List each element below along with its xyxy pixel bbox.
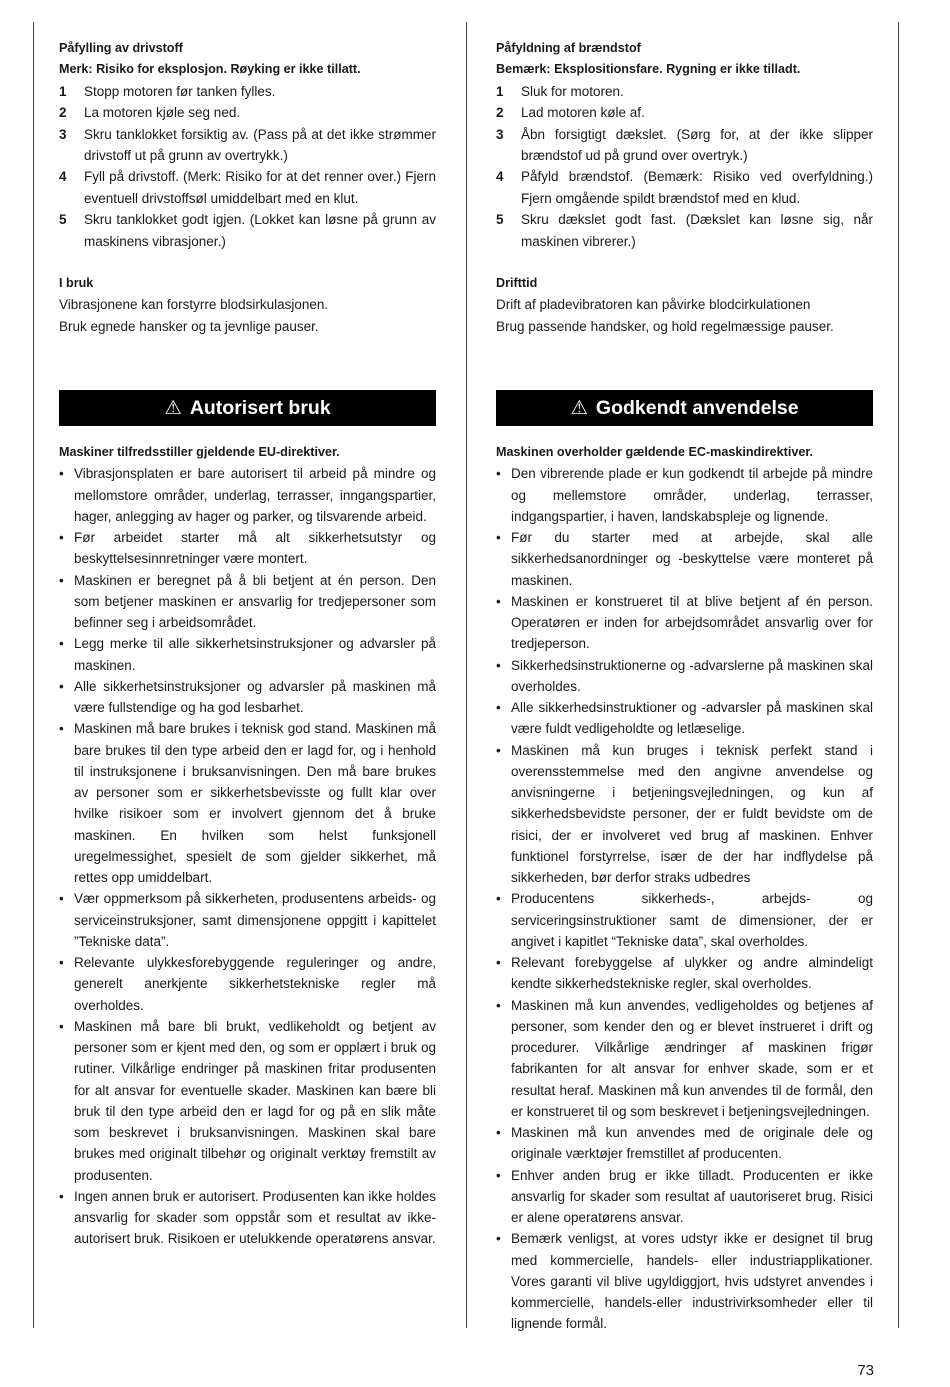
section-intro: Maskinen overholder gældende EC-maskindirektiver. [496,445,814,459]
step-number: 1 [59,83,67,99]
use-heading: Drifttid [496,276,538,291]
left-refuel-section [59,38,436,337]
section-intro: Maskiner tilfredsstiller gjeldende EU-direktiver. [59,445,340,459]
step-item [496,81,873,102]
banner-title: Godkendt anvendelse [595,396,799,419]
step-item [59,124,436,167]
list-item: • Vibrasjonsplaten er bare autorisert til arbeid på mindre og mellomstore områder, underlag, terrasser, inngangspartier, hager, anlegging av hager og parker, og tilsvarende arbeid. [59,463,436,527]
list-item: • Før du starter med at arbejde, skal alle sikkerhedsanordninger og -beskyttelse være monteret på maskinen. [496,527,873,591]
authorized-use-banner [59,390,436,426]
list-item: • Ingen annen bruk er autorisert. Produsenten kan ikke holdes ansvarlig for skader som oppstår som et resultat av ikke-autorisert bruk. Risikoen er utelukkende operatørens ansvar. [59,1186,436,1250]
refuel-steps [59,81,436,252]
list-item: • Sikkerhedsinstruktionerne og -advarslerne på maskinen skal overholdes. [496,655,873,698]
refuel-warning: Merk: Risiko for eksplosjon. Røyking er ikke tillatt. [59,62,361,77]
step-number: 2 [496,105,504,121]
list-item: • Vær oppmerksom på sikkerheten, produsentens arbeids- og serviceinstruksjoner, samt dimensjonene oppgitt i kapittelet ”Tekniske data”. [59,888,436,952]
step-item [59,209,436,252]
list-item: • Før arbeidet starter må alt sikkerhetsutstyr og beskyttelsesinnretninger være montert. [59,527,436,570]
list-item: • Legg merke til alle sikkerhetsinstruksjoner og advarsler på maskinen. [59,633,436,676]
step-text: Påfyld brændstof. (Bemærk: Risiko ved overfyldning.) Fjern omgående spildt brændstof med en klud. [521,169,873,206]
refuel-steps [496,81,873,252]
list-item: • Maskinen er konstrueret til at blive betjent af én person. Operatøren er inden for arbejdsområdet ansvarlig over for tredjeperson. [496,591,873,655]
use-heading: I bruk [59,276,94,291]
step-number: 5 [496,212,504,228]
step-item [59,81,436,102]
step-item [496,166,873,209]
step-text: Skru tanklokket godt igjen. (Lokket kan løsne på grunn av maskinens vibrasjoner.) [84,212,436,249]
list-item: • Relevant forebyggelse af ulykker og andre almindeligt kendte sikkerhedstekniske regler, skal overholdes. [496,952,873,995]
step-number: 3 [496,126,504,142]
list-item: • Relevante ulykkesforebyggende reguleringer og andre, generelt anerkjente sikkerhetstekniske regler må overholdes. [59,952,436,1016]
step-text: Lad motoren køle af. [521,105,645,121]
step-text: Stopp motoren før tanken fylles. [84,83,276,99]
list-item: • Bemærk venligst, at vores udstyr ikke er designet til brug med kommercielle, handels- eller industriapplikationer. Vores garanti vil blive ugyldiggjort, hvis udstyret anvendes i kommercielle, handels-eller industrivirksomheder eller til lignende formål. [496,1228,873,1334]
list-item: • Producentens sikkerheds-, arbejds- og serviceringsinstruktioner samt de dimensioner, der er angivet i kapitlet “Tekniske data”, skal overholdes. [496,888,873,952]
approved-use-banner [496,390,873,426]
right-approved-use-section [496,442,873,1335]
banner-title: Autorisert bruk [189,396,331,419]
right-margin-rule [898,22,899,1328]
page-number: 73 [857,1362,874,1379]
list-item: • Maskinen må kun anvendes med de originale dele og originale værktøjer fremstillet af producenten. [496,1122,873,1165]
center-divider-rule [466,22,467,1328]
use-line: Brug passende handsker, og hold regelmæssige pauser. [496,318,834,334]
list-item: • Alle sikkerhedsinstruktioner og -advarsler på maskinen skal være fuldt vedligeholdte og letlæselige. [496,697,873,740]
use-line: Bruk egnede hansker og ta jevnlige pauser. [59,318,319,334]
list-item: • Maskinen må bare brukes i teknisk god stand. Maskinen må bare brukes til den type arbeid den er lagd for, og i henhold til instruksjonene i bruksanvisningen. Den må bare brukes av personer som er sikkerhetsbevisste og fullt klar over hvilke risikoer som er involvert gjennom det å bruke maskinen. En hvilken som helst funksjonell uregelmessighet, spesielt de som gjelder sikkerhet, må rettes opp umiddelbart. [59,718,436,888]
list-item: • Alle sikkerhetsinstruksjoner og advarsler på maskinen må være fullstendige og ha god lesbarhet. [59,676,436,719]
step-number: 5 [59,212,67,228]
list-item: • Maskinen må kun anvendes, vedligeholdes og betjenes af personer, som kender den og er blevet instrueret i drift og procedurer. Vilkårlige ændringer af maskinen frigør fabrikanten for alt ansvar for enhver skade, som er et resultat heraf. Maskinen må kun anvendes til de formål, den er konstrueret til og som beskrevet i betjeningsvejledningen. [496,995,873,1123]
step-number: 1 [496,83,504,99]
step-number: 3 [59,126,67,142]
step-item [59,166,436,209]
use-line: Vibrasjonene kan forstyrre blodsirkulasjonen. [59,297,329,313]
step-text: Fyll på drivstoff. (Merk: Risiko for at det renner over.) Fjern eventuell drivstoffsøl umiddelbart med en klut. [84,169,436,206]
refuel-heading: Påfyldning af brændstof [496,41,641,55]
step-text: Åbn forsigtigt dækslet. (Sørg for, at der ikke slipper brændstof ud på grund over overtryk.) [521,126,873,164]
refuel-warning: Bemærk: Eksplositionsfare. Rygning er ikke tilladt. [496,62,801,77]
step-item [59,102,436,123]
refuel-heading: Påfylling av drivstoff [59,41,183,55]
step-item [496,124,873,167]
right-refuel-section [496,38,873,337]
use-line: Drift af pladevibratoren kan påvirke blodcirkulationen [496,297,811,313]
step-text: La motoren kjøle seg ned. [84,105,241,121]
bullet-list [496,463,873,1334]
step-number: 2 [59,105,67,121]
left-authorized-use-section [59,442,436,1250]
step-number: 4 [496,169,504,185]
left-margin-rule [33,22,34,1328]
warning-icon: ⚠ [164,397,182,419]
step-text: Skru dækslet godt fast. (Dækslet kan løsne sig, når maskinen vibrerer.) [521,212,873,249]
list-item: • Enhver anden brug er ikke tilladt. Producenten er ikke ansvarlig for skader som resultat af uautoriseret brug. Risici er alene operatørens ansvar. [496,1165,873,1229]
list-item: • Maskinen må bare bli brukt, vedlikeholdt og betjent av personer som er kjent med den, og som er opplært i bruk og rutiner. Vilkårlige endringer på maskinen fritar produsenten for alt ansvar for eventuelle skader. Maskinen kan bære bli bruk til den type arbeid den er lagd for og på en slik måte som beskrevet i bruksanvisningen. Maskinen skal bare brukes med originalt tilbehør og originalt verktøy fremstilt av produsenten. [59,1016,436,1186]
step-text: Sluk for motoren. [521,83,624,99]
step-number: 4 [59,169,67,185]
step-text: Skru tanklokket forsiktig av. (Pass på at det ikke strømmer drivstoff ut på grunn av overtrykk.) [84,126,436,164]
warning-icon: ⚠ [570,397,588,419]
list-item: • Maskinen er beregnet på å bli betjent at én person. Den som betjener maskinen er ansvarlig for tredjepersoner som befinner seg i arbeidsområdet. [59,570,436,634]
list-item: • Den vibrerende plade er kun godkendt til arbejde på mindre og mellemstore områder, underlag, terrasser, indgangspartier, i haven, landskabspleje og lignende. [496,463,873,527]
list-item: • Maskinen må kun bruges i teknisk perfekt stand i overensstemmelse med den angivne anvendelse og anvisningerne i betjeningsvejledningen, og kun af sikkerhedsbevidste personer, der er fuldt bevidste om de risici, der er involveret ved brug af maskinen. Enhver funktionel forstyrrelse, især de der har indflydelse på sikkerheden, bør derfor straks udbedres [496,740,873,889]
bullet-list [59,463,436,1249]
step-item [496,209,873,252]
step-item [496,102,873,123]
